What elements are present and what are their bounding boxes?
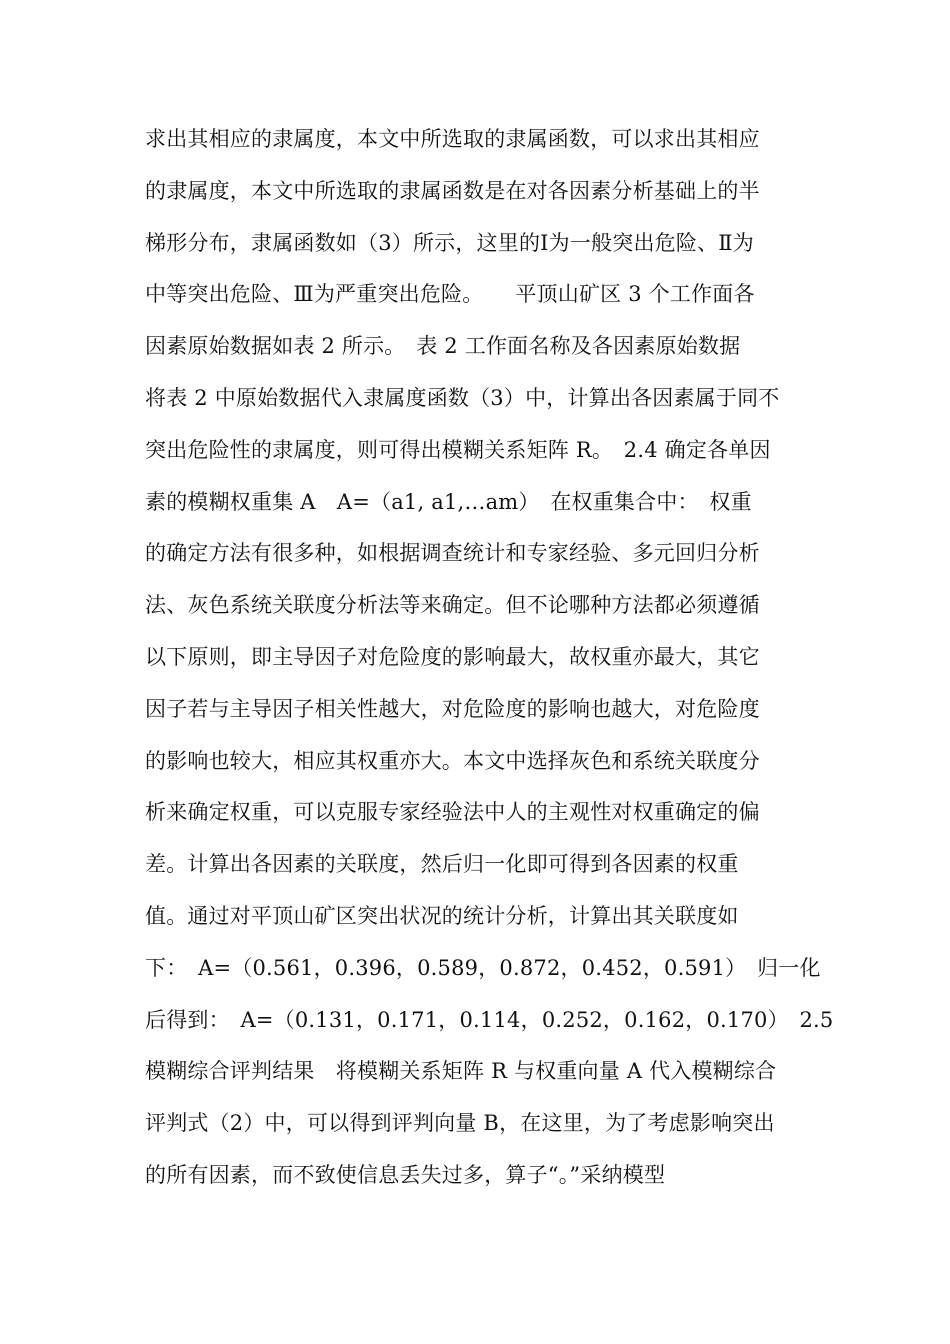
text-line: 评判式（2）中，可以得到评判向量 B，在这里，为了考虑影响突出 [145,1111,775,1136]
text-line: 的隶属度，本文中所选取的隶属函数是在对各因素分析基础上的半 [145,178,760,203]
text-line: 梯形分布，隶属函数如（3）所示，这里的Ⅰ为一般突出危险、Ⅱ为 [145,230,754,255]
text-line: 以下原则，即主导因子对危险度的影响最大，故权重亦最大，其它 [145,644,760,669]
text-line: 因子若与主导因子相关性越大，对危险度的影响也越大，对危险度 [145,696,760,721]
text-line: 中等突出危险、Ⅲ为严重突出危险。 平顶山矿区 3 个工作面各 [145,282,755,307]
text-line: 下： A=（0.561，0.396，0.589，0.872，0.452，0.591） 归一化 [145,955,821,980]
text-line: 求出其相应的隶属度，本文中所选取的隶属函数，可以求出其相应 [145,127,760,151]
text-line: 析来确定权重，可以克服专家经验法中人的主观性对权重确定的偏 [145,800,760,825]
text-line: 的影响也较大，相应其权重亦大。本文中选择灰色和系统关联度分 [145,748,760,773]
text-line: 法、灰色系统关联度分析法等来确定。但不论哪种方法都必须遵循 [145,593,760,618]
text-line: 因素原始数据如表 2 所示。 表 2 工作面名称及各因素原始数据 [145,334,741,359]
text-line: 模糊综合评判结果 将模糊关系矩阵 R 与权重向量 A 代入模糊综合 [145,1059,777,1084]
text-line: 后得到： A=（0.131，0.171，0.114，0.252，0.162，0.170） 2.5 [145,1007,834,1032]
text-line: 的所有因素，而不致使信息丢失过多，算子“。”采纳模型 [145,1162,666,1187]
body-text [145,114,834,1202]
text-line: 突出危险性的隶属度，则可得出模糊关系矩阵 R。 2.4 确定各单因 [145,437,771,462]
text-line: 素的模糊权重集 A A=（a1, a1,…am） 在权重集合中： 权重 [145,489,752,514]
text-line: 的确定方法有很多种，如根据调查统计和专家经验、多元回归分析 [145,541,760,566]
text-line: 将表 2 中原始数据代入隶属度函数（3）中，计算出各因素属于同不 [145,385,780,410]
text-line: 值。通过对平顶山矿区突出状况的统计分析，计算出其关联度如 [145,903,739,928]
text-line: 差。计算出各因素的关联度，然后归一化即可得到各因素的权重 [145,852,739,877]
